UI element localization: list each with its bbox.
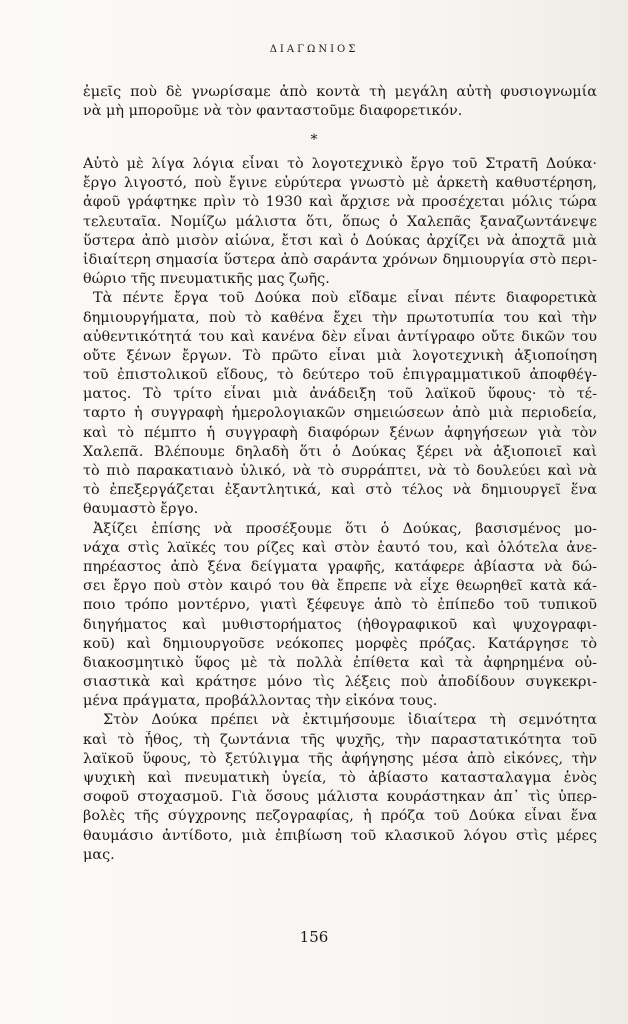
- text-line: τελευταῖα. Νομίζω μάλιστα ὅτι, ὅπως ὁ Χαλεπᾶς ξαναζωντάνεψε: [83, 213, 597, 230]
- text-line: ταρτο ἡ συγγραφὴ ἡμερολογιακῶν σημειώσεων ἀπὸ μιὰ περιοδεία,: [83, 405, 597, 422]
- text-line: οὔτε ξένων ἔργων. Τὸ πρῶτο εἶναι μιὰ λογοτεχνικὴ ἀξιοποίηση: [83, 347, 597, 364]
- text-line: Ἀξίζει ἐπίσης νὰ προσέξουμε ὅτι ὁ Δούκας, βασισμένος μο-: [93, 520, 597, 537]
- text-line: τὸ πιὸ παρακατιανὸ ὑλικό, νὰ τὸ συρράπτει, νὰ τὸ δουλεύει καὶ νὰ: [83, 463, 597, 479]
- text-line: τὸ ἐπεξεργάζεται ἐξαντλητικά, καὶ στὸ τέλος νὰ δημιουργεῖ ἕνα: [83, 482, 597, 499]
- text-line: μένα πράγματα, προβάλλοντας τὴν εἰκόνα τους.: [83, 693, 438, 710]
- text-line: πηρέαστος ἀπὸ ξένα δείγματα γραφῆς, κατάφερε ἀβίαστα νὰ δώ-: [83, 558, 597, 575]
- text-line: τοῦ ἐπιστολικοῦ εἴδους, τὸ δεύτερο τοῦ ἐπιγραμματικοῦ ἀποφθέγ-: [83, 367, 597, 384]
- page-number: 156: [299, 928, 329, 946]
- text-line: νὰ μὴ μποροῦμε νὰ τὸν φανταστοῦμε διαφορετικόν.: [83, 103, 463, 120]
- text-line: Αὐτὸ μὲ λίγα λόγια εἶναι τὸ λογοτεχνικὸ ἔργο τοῦ Στρατῆ Δούκα·: [83, 156, 597, 172]
- text-line: διακοσμητικὸ ὕφος μὲ τὰ πολλὰ ἐπίθετα καὶ τὰ ἀφηρημένα οὐ-: [83, 654, 597, 671]
- section-separator: *: [310, 132, 318, 148]
- text-line: ἔργο λιγοστό, ποὺ ἔγινε εὐρύτερα γνωστὸ μὲ ἀρκετὴ καθυστέρηση,: [83, 175, 597, 192]
- text-line: θαυμάσιο ἀντίδοτο, μιὰ ἐπιβίωση τοῦ κλασικοῦ λόγου στὶς μέρες: [83, 827, 597, 844]
- text-line: θώριο τῆς πνευματικῆς μας ζωῆς.: [83, 271, 330, 288]
- intro-paragraph: [83, 83, 597, 121]
- text-line: καὶ τὸ πέμπτο ἡ συγγραφὴ διαφόρων ξένων ἀφηγήσεων γιὰ τὸν: [83, 424, 597, 441]
- text-line: βολὲς τῆς σύγχρονης πεζογραφίας, ἡ πρόζα τοῦ Δούκα εἶναι ἕνα: [83, 808, 597, 825]
- text-line: ἰδιαίτερη σημασία ὕστερα ἀπὸ σαράντα χρόνων δημιουργία στὸ περι-: [83, 251, 597, 268]
- text-line: σοφοῦ στοχασμοῦ. Γιὰ ὅσους μάλιστα κουράστηκαν ἀπ᾿ τὶς ὑπερ-: [83, 789, 597, 806]
- text-line: διηγήματος καὶ μυθιστορήματος (ἠθογραφικοῦ καὶ ψυχογραφι-: [83, 616, 597, 633]
- text-line: σει ἔργο ποὺ στὸν καιρό του θὰ ἔπρεπε νὰ εἶχε θεωρηθεῖ κατὰ κά-: [83, 578, 597, 595]
- text-line: θαυμαστὸ ἔργο.: [83, 501, 199, 518]
- text-line: δημιουργήματα, ποὺ τὸ καθένα ἔχει τὴν πρωτοτυπία του καὶ τὴν: [83, 309, 597, 326]
- text-line: καὶ τὸ ἦθος, τὴ ζωντάνια τῆς ψυχῆς, τὴν παραστατικότητα τοῦ: [83, 731, 597, 748]
- text-line: λαϊκοῦ ὕφους, τὸ ξετύλιγμα τῆς ἀφήγησης μέσα ἀπὸ εἰκόνες, τὴν: [83, 750, 597, 767]
- text-line: νάχα στὶς λαϊκές του ρίζες καὶ στὸν ἑαυτό του, καὶ ὁλότελα ἀνε-: [83, 539, 597, 556]
- text-line: αὐθεντικότητά του καὶ κανένα δὲν εἶναι ἀντίγραφο οὔτε δικῶν του: [83, 328, 597, 345]
- text-line: ἐμεῖς ποὺ δὲ γνωρίσαμε ἀπὸ κοντὰ τὴ μεγάλη αὐτὴ φυσιογνωμία: [83, 84, 597, 100]
- running-header: ΔΙΑΓΩΝΙΟΣ: [269, 44, 359, 55]
- text-line: ἀφοῦ γράφτηκε πρὶν τὸ 1930 καὶ ἄρχισε νὰ προσέχεται μόλις τώρα: [83, 194, 597, 211]
- text-line: κοῦ) καὶ δημιουργοῦσε νεόκοπες μορφὲς πρόζας. Κατάργησε τὸ: [83, 635, 597, 652]
- text-line: ματος. Τὸ τρίτο εἶναι μιὰ ἀνάδειξη τοῦ λαϊκοῦ ὕφους· τὸ τέ-: [83, 386, 597, 403]
- main-text: [83, 155, 597, 865]
- text-line: Τὰ πέντε ἔργα τοῦ Δούκα ποὺ εἴδαμε εἶναι πέντε διαφορετικὰ: [93, 290, 597, 307]
- text-line: ποιο τρόπο μοντέρνο, γιατὶ ξέφευγε ἀπὸ τὸ ἐπίπεδο τοῦ τυπικοῦ: [83, 597, 597, 614]
- text-line: Στὸν Δούκα πρέπει νὰ ἐκτιμήσουμε ἰδιαίτερα τὴ σεμνότητα: [103, 712, 597, 729]
- text-line: σιαστικὰ καὶ κράτησε μόνο τὶς λέξεις ποὺ ἀποδίδουν συγκεκρι-: [83, 674, 597, 691]
- text-line: Χαλεπᾶ. Βλέπουμε δηλαδὴ ὅτι ὁ Δούκας ξέρει νὰ ἀξιοποιεῖ καὶ: [83, 443, 597, 460]
- text-line: ὕστερα ἀπὸ μισὸν αἰώνα, ἔτσι καὶ ὁ Δούκας ἀρχίζει νὰ ἀποχτᾶ μιὰ: [83, 232, 597, 249]
- text-line: μας.: [83, 846, 115, 863]
- text-line: ψυχικὴ καὶ πνευματικὴ ὑγεία, τὸ ἀβίαστο κατασταλαγμα ἑνὸς: [83, 770, 597, 786]
